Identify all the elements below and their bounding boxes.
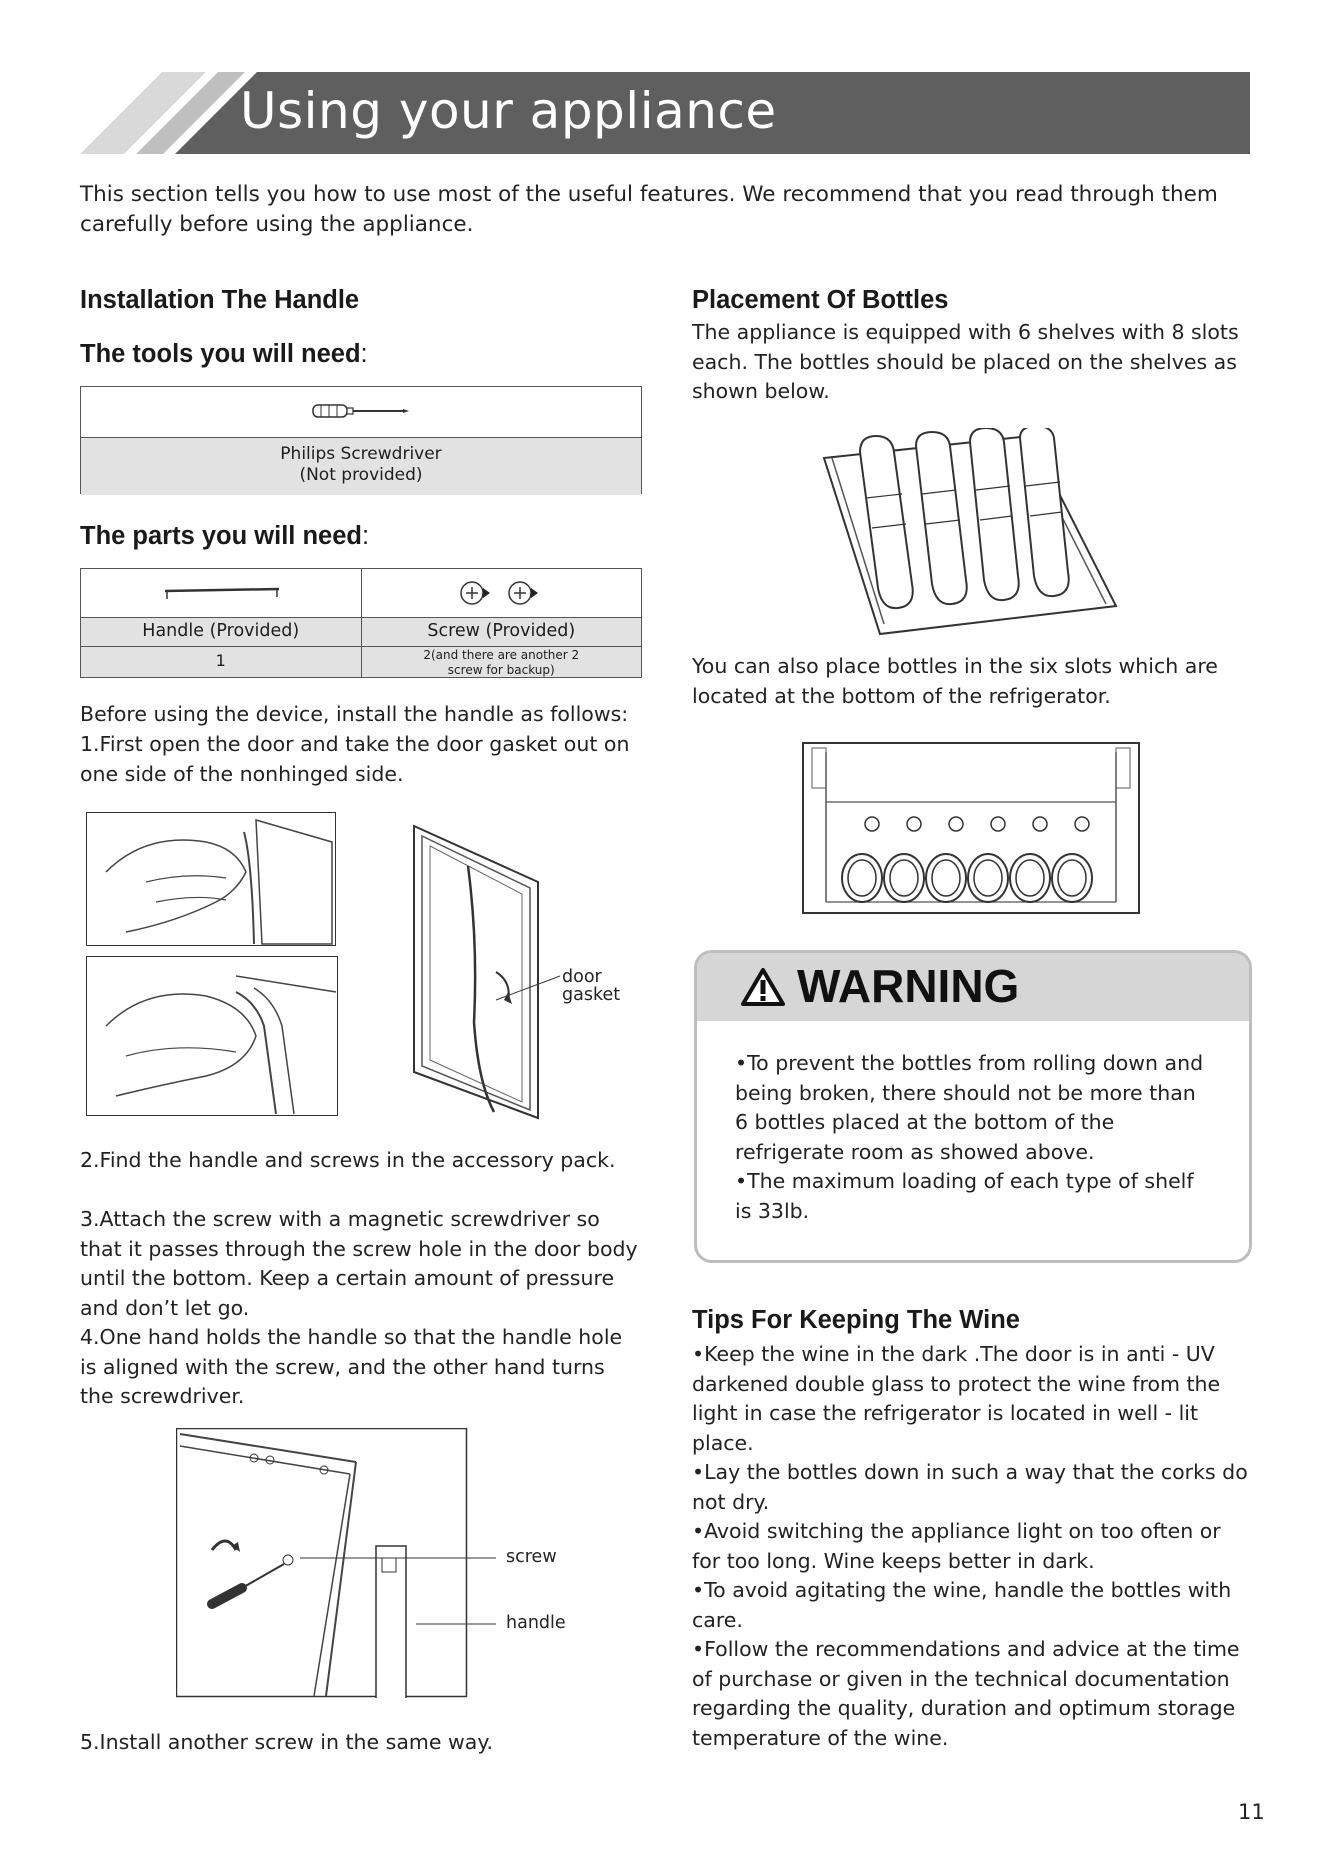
parts-table xyxy=(80,568,642,678)
door-gasket-label-line2: gasket xyxy=(562,985,621,1005)
step-3: 3.Attach the screw with a magnetic screwdriver so that it passes through the screw hole in the door body until the bottom. Keep a certain amount of pressure and don’t let go. xyxy=(80,1207,638,1320)
placement-text-1: The appliance is equipped with 6 shelves with 8 slots each. The bottles should be placed on the shelves as shown below. xyxy=(692,320,1239,403)
section-banner xyxy=(80,72,1250,154)
tools-heading xyxy=(80,340,368,369)
tools-image-cell xyxy=(81,387,641,438)
parts-header-row xyxy=(81,618,641,647)
remove-gasket-illustration-1 xyxy=(86,812,336,946)
parts-image-row xyxy=(81,569,641,618)
warning-box xyxy=(694,950,1252,1263)
screw-quantity-line2: screw for backup) xyxy=(447,662,555,677)
tool-name: Philips Screwdriver xyxy=(280,444,442,464)
tool-note: (Not provided) xyxy=(299,465,423,485)
handle-image-cell xyxy=(81,569,361,617)
tools-label-cell xyxy=(81,438,641,495)
screwdriver-icon xyxy=(311,401,411,421)
tip-item: •To avoid agitating the wine, handle the bottles with care. xyxy=(692,1578,1232,1632)
handle-icon xyxy=(159,583,285,603)
page-title: Using your appliance xyxy=(240,82,777,140)
placement-text-2: You can also place bottles in the six slots which are located at the bottom of the refrigerator. xyxy=(692,654,1218,708)
step-2: 2.Find the handle and screws in the accessory pack. xyxy=(80,1148,616,1172)
warning-bullet-2: •The maximum loading of each type of shelf is 33lb. xyxy=(735,1169,1194,1223)
tools-table xyxy=(80,386,642,494)
parts-heading xyxy=(80,522,369,551)
step-5: 5.Install another screw in the same way. xyxy=(80,1730,494,1754)
step-1: 1.First open the door and take the door gasket out on one side of the nonhinged side. xyxy=(80,732,630,786)
handle-callout-label: handle xyxy=(506,1613,566,1633)
tip-item: •Lay the bottles down in such a way that the corks do not dry. xyxy=(692,1460,1248,1514)
gasket-pointer-line xyxy=(492,970,562,1010)
tip-item: •Follow the recommendations and advice at the time of purchase or given in the technical documentation regarding the quality, duration and optimum storage temperature of the wine. xyxy=(692,1637,1240,1750)
door-gasket-label-line1: door xyxy=(562,967,602,987)
before-text: Before using the device, install the handle as follows: xyxy=(80,702,629,726)
parts-heading-colon: : xyxy=(361,522,370,550)
warning-title: WARNING xyxy=(797,960,1020,1012)
step-4: 4.One hand holds the handle so that the handle hole is aligned with the screw, and the other hand turns the screwdriver. xyxy=(80,1325,623,1408)
tip-item: •Keep the wine in the dark .The door is in anti - UV darkened double glass to protect the wine from the light in case the refrigerator is located in well - lit place. xyxy=(692,1342,1221,1455)
tools-heading-text: The tools you will need xyxy=(80,340,361,368)
installation-heading: Installation The Handle xyxy=(80,286,360,314)
screw-icon xyxy=(458,579,558,609)
screw-label: Screw (Provided) xyxy=(361,618,642,646)
placement-heading: Placement Of Bottles xyxy=(692,286,949,314)
screw-image-cell xyxy=(361,569,642,617)
bottom-slots-illustration xyxy=(802,742,1140,914)
screw-quantity-line1: 2(and there are another 2 xyxy=(423,648,580,662)
intro-paragraph: This section tells you how to use most of the useful features. We recommend that you read through them carefully before using the appliance. xyxy=(80,182,1218,237)
door-gasket-label xyxy=(562,968,620,1004)
tip-item: •Avoid switching the appliance light on too often or for too long. Wine keeps better in dark. xyxy=(692,1519,1221,1573)
page-number: 11 xyxy=(1238,1800,1265,1824)
shelf-bottles-illustration xyxy=(820,428,1120,638)
remove-gasket-illustration-2 xyxy=(86,956,338,1116)
tools-heading-colon: : xyxy=(360,340,368,368)
warning-bullet-1: •To prevent the bottles from rolling down and being broken, there should not be more than 6 bottles placed at the bottom of the refrigerate room as showed above. xyxy=(735,1051,1204,1164)
warning-triangle-icon xyxy=(741,967,785,1007)
screw-quantity xyxy=(361,647,642,677)
parts-heading-text: The parts you will need xyxy=(80,522,362,550)
handle-quantity: 1 xyxy=(215,651,226,670)
warning-body xyxy=(735,1049,1215,1226)
parts-quantity-row xyxy=(81,647,641,677)
warning-header xyxy=(697,953,1249,1021)
tips-heading: Tips For Keeping The Wine xyxy=(692,1306,1020,1334)
callout-lines xyxy=(296,1552,506,1682)
screw-callout-label: screw xyxy=(506,1547,557,1567)
tips-list xyxy=(692,1340,1254,1753)
handle-label: Handle (Provided) xyxy=(142,621,300,641)
